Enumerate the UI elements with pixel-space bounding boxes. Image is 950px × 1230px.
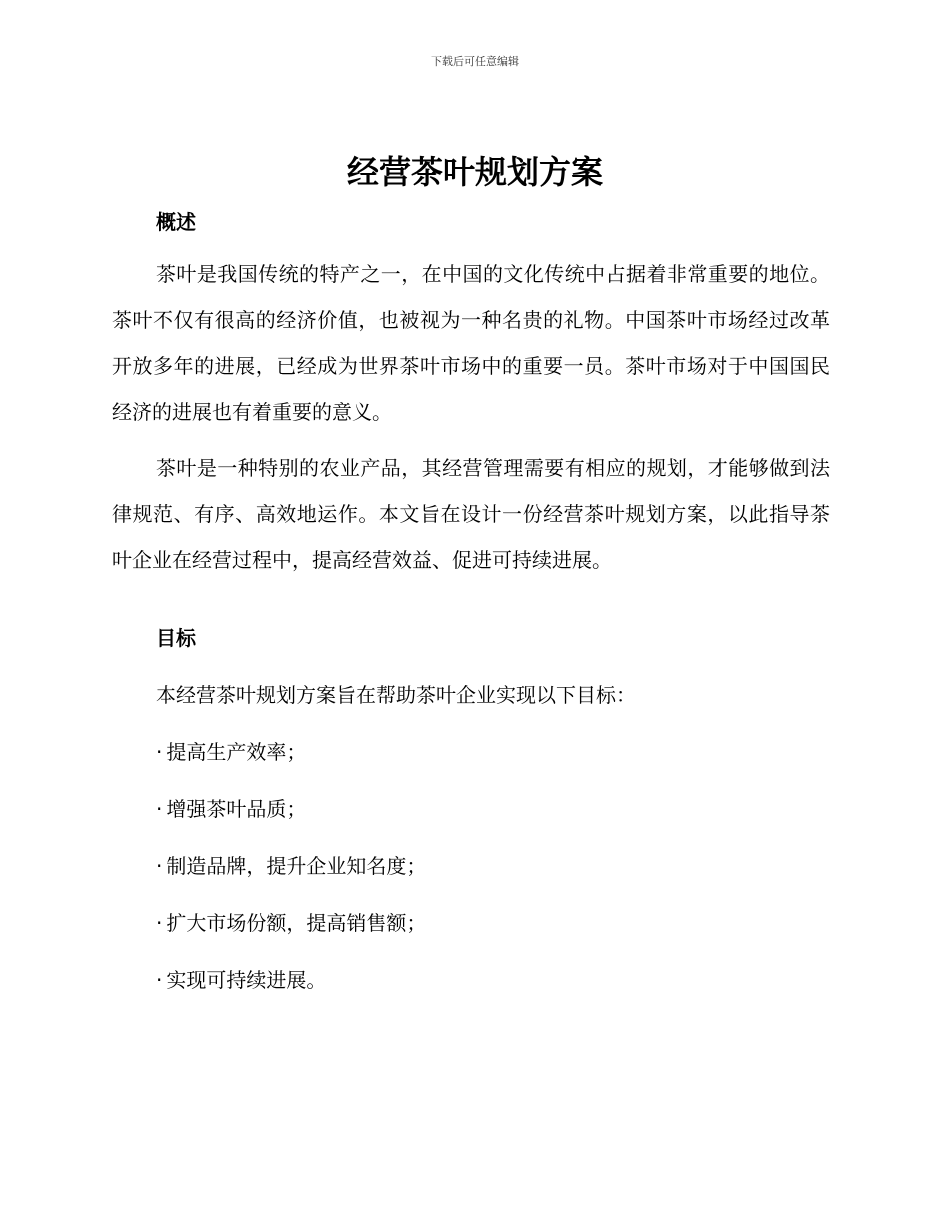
section-heading-goals: 目标 [156, 626, 196, 650]
goals-intro: 本经营茶叶规划方案旨在帮助茶叶企业实现以下目标： [156, 683, 636, 707]
document-body [112, 203, 830, 1018]
list-item [156, 790, 830, 828]
bullet-icon: · [156, 797, 163, 821]
list-item [156, 733, 830, 771]
section-heading-overview: 概述 [156, 210, 196, 234]
goal-item-text: 扩大市场份额，提高销售额； [166, 911, 427, 935]
goal-item-text: 增强茶叶品质； [166, 797, 307, 821]
list-item [156, 847, 830, 885]
list-item [156, 904, 830, 942]
goal-item-text: 提高生产效率； [166, 740, 307, 764]
bullet-icon: · [156, 740, 163, 764]
bullet-icon: · [156, 968, 163, 992]
goal-item-text: 实现可持续进展。 [166, 968, 327, 992]
page-title: 经营茶叶规划方案 [346, 153, 603, 191]
bullet-icon: · [156, 911, 163, 935]
bullet-icon: · [156, 854, 163, 878]
goals-list [112, 733, 830, 999]
overview-paragraph-1: 茶叶是我国传统的特产之一，在中国的文化传统中占据着非常重要的地位。茶叶不仅有很高的经济价值，也被视为一种名贵的礼物。中国茶叶市场经过改革开放多年的进展，已经成为世界茶叶市场中的重要一员。茶叶市场对于中国国民经济的进展也有着重要的意义。 [112, 262, 830, 424]
list-item [156, 961, 830, 999]
header-note: 下载后可任意编辑 [431, 55, 519, 68]
overview-paragraph-2: 茶叶是一种特别的农业产品，其经营管理需要有相应的规划，才能够做到法律规范、有序、高效地运作。本文旨在设计一份经营茶叶规划方案，以此指导茶叶企业在经营过程中，提高经营效益、促进可持续进展。 [112, 456, 830, 572]
goal-item-text: 制造品牌，提升企业知名度； [166, 854, 427, 878]
